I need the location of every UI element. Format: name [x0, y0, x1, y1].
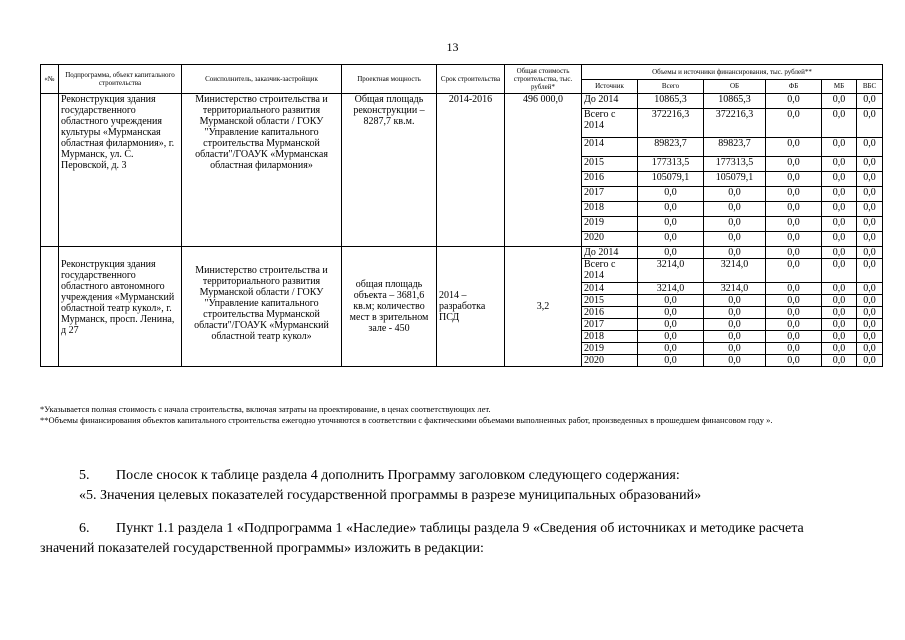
value-cell-fb: 0,0: [766, 157, 822, 172]
value-cell-vbs: 0,0: [857, 283, 883, 295]
value-cell-ob: 10865,3: [704, 94, 766, 109]
object-name: Реконструкция здания государственного областного автономного учреждения «Мурманский областной театр кукол», г. Мурманск, просп. Ленина, д 27: [59, 247, 182, 367]
value-cell-vbs: 0,0: [857, 319, 883, 331]
header-num: «№: [41, 65, 59, 94]
value-cell-fb: 0,0: [766, 232, 822, 247]
header-total: Всего: [638, 79, 704, 94]
header-fb: ФБ: [766, 79, 822, 94]
value-cell-total: 0,0: [638, 343, 704, 355]
value-cell-total: 177313,5: [638, 157, 704, 172]
paragraph: Пункт 1.1 раздела 1 «Подпрограмма 1 «Наследие» таблицы раздела 9 «Сведения об источниках и методике расчета: [116, 521, 804, 536]
object-capacity: Общая площадь реконструкции – 8287,7 кв.м.: [342, 94, 437, 247]
value-cell-vbs: 0,0: [857, 157, 883, 172]
source-cell: 2018: [582, 202, 638, 217]
value-cell-fb: 0,0: [766, 295, 822, 307]
object-name: Реконструкция здания государственного областного учреждения культуры «Мурманская областная филармония», г. Мурманск, ул. С. Перовской, д. 3: [59, 94, 182, 247]
value-cell-mb: 0,0: [822, 343, 857, 355]
header-cost: Общая стоимость строительства, тыс. рублей*: [505, 65, 582, 94]
footnotes: [40, 404, 890, 426]
object-term: 2014 – разработка ПСД: [437, 247, 505, 367]
value-cell-fb: 0,0: [766, 259, 822, 283]
value-cell-total: 105079,1: [638, 172, 704, 187]
table-row: [41, 94, 883, 109]
value-cell-vbs: 0,0: [857, 187, 883, 202]
value-cell-fb: 0,0: [766, 307, 822, 319]
paragraph-number: 5.: [79, 468, 90, 483]
value-cell-fb: 0,0: [766, 217, 822, 232]
object-executor: Министерство строительства и территориального развития Мурманской области / ГОКУ "Управление капитального строительства Мурманской области"/ГОАУК «Мурманская областная филармония»: [182, 94, 342, 247]
value-cell-fb: 0,0: [766, 343, 822, 355]
value-cell-ob: 0,0: [704, 319, 766, 331]
value-cell-total: 10865,3: [638, 94, 704, 109]
value-cell-total: 3214,0: [638, 259, 704, 283]
footnote: **Объемы финансирования объектов капитального строительства ежегодно уточняются в соответствии с фактическими объемами выполненных работ, произведенных в прошедшем финансовом году ».: [40, 415, 773, 425]
value-cell-vbs: 0,0: [857, 217, 883, 232]
value-cell-fb: 0,0: [766, 319, 822, 331]
value-cell-ob: 0,0: [704, 187, 766, 202]
source-cell: Всего с 2014: [582, 109, 638, 138]
source-cell: 2015: [582, 157, 638, 172]
value-cell-total: 0,0: [638, 331, 704, 343]
value-cell-total: 0,0: [638, 187, 704, 202]
value-cell-ob: 105079,1: [704, 172, 766, 187]
source-cell: 2017: [582, 319, 638, 331]
object-cost: 3,2: [505, 247, 582, 367]
value-cell-total: 89823,7: [638, 138, 704, 157]
value-cell-vbs: 0,0: [857, 343, 883, 355]
value-cell-ob: 177313,5: [704, 157, 766, 172]
financing-table: [40, 64, 883, 367]
value-cell-total: 3214,0: [638, 283, 704, 295]
value-cell-mb: 0,0: [822, 355, 857, 367]
value-cell-ob: 0,0: [704, 232, 766, 247]
value-cell-mb: 0,0: [822, 94, 857, 109]
source-cell: 2016: [582, 172, 638, 187]
object-number-cell: [41, 94, 59, 247]
table-body: [41, 94, 883, 367]
value-cell-ob: 89823,7: [704, 138, 766, 157]
value-cell-fb: 0,0: [766, 247, 822, 259]
value-cell-ob: 3214,0: [704, 283, 766, 295]
header-funding-group: Объемы и источники финансирования, тыс. рублей**: [582, 65, 883, 80]
source-cell: 2019: [582, 343, 638, 355]
value-cell-vbs: 0,0: [857, 172, 883, 187]
source-cell: 2016: [582, 307, 638, 319]
value-cell-total: 0,0: [638, 247, 704, 259]
value-cell-mb: 0,0: [822, 283, 857, 295]
header-source: Источник: [582, 79, 638, 94]
source-cell: 2014: [582, 138, 638, 157]
value-cell-mb: 0,0: [822, 172, 857, 187]
source-cell: 2018: [582, 331, 638, 343]
header-executor: Соисполнитель, заказчик-застройщик: [182, 65, 342, 94]
value-cell-vbs: 0,0: [857, 138, 883, 157]
value-cell-vbs: 0,0: [857, 355, 883, 367]
source-cell: До 2014: [582, 94, 638, 109]
value-cell-vbs: 0,0: [857, 202, 883, 217]
source-cell: 2020: [582, 355, 638, 367]
paragraph-number: 6.: [79, 521, 90, 536]
value-cell-vbs: 0,0: [857, 232, 883, 247]
value-cell-fb: 0,0: [766, 355, 822, 367]
value-cell-mb: 0,0: [822, 259, 857, 283]
source-cell: 2019: [582, 217, 638, 232]
value-cell-total: 0,0: [638, 202, 704, 217]
value-cell-vbs: 0,0: [857, 331, 883, 343]
value-cell-fb: 0,0: [766, 172, 822, 187]
value-cell-fb: 0,0: [766, 94, 822, 109]
value-cell-vbs: 0,0: [857, 295, 883, 307]
object-executor: Министерство строительства и территориального развития Мурманской области / ГОКУ "Управление капитального строительства Мурманской области"/ГОАУК «Мурманский областной театр кукол»: [182, 247, 342, 367]
source-cell: До 2014: [582, 247, 638, 259]
value-cell-ob: 0,0: [704, 343, 766, 355]
paragraph: После сносок к таблице раздела 4 дополнить Программу заголовком следующего содержания:: [116, 468, 680, 483]
value-cell-vbs: 0,0: [857, 307, 883, 319]
source-cell: 2015: [582, 295, 638, 307]
source-cell: 2020: [582, 232, 638, 247]
header-subprogram: Подпрограмма, объект капитального строительства: [59, 65, 182, 94]
source-cell: 2014: [582, 283, 638, 295]
value-cell-ob: 372216,3: [704, 109, 766, 138]
header-term: Срок строительства: [437, 65, 505, 94]
value-cell-mb: 0,0: [822, 232, 857, 247]
value-cell-total: 0,0: [638, 319, 704, 331]
paragraph: значений показателей государственной программы» изложить в редакции:: [40, 541, 484, 556]
object-capacity: общая площадь объекта – 3681,6 кв.м; количество мест в зрительном зале - 450: [342, 247, 437, 367]
value-cell-vbs: 0,0: [857, 247, 883, 259]
value-cell-fb: 0,0: [766, 138, 822, 157]
value-cell-vbs: 0,0: [857, 109, 883, 138]
value-cell-mb: 0,0: [822, 247, 857, 259]
value-cell-mb: 0,0: [822, 331, 857, 343]
value-cell-mb: 0,0: [822, 217, 857, 232]
object-cost: 496 000,0: [505, 94, 582, 247]
value-cell-total: 372216,3: [638, 109, 704, 138]
header-vbs: ВБС: [857, 79, 883, 94]
source-cell: 2017: [582, 187, 638, 202]
value-cell-total: 0,0: [638, 295, 704, 307]
value-cell-mb: 0,0: [822, 187, 857, 202]
value-cell-fb: 0,0: [766, 331, 822, 343]
value-cell-ob: 0,0: [704, 202, 766, 217]
value-cell-total: 0,0: [638, 355, 704, 367]
value-cell-total: 0,0: [638, 307, 704, 319]
header-mb: МБ: [822, 79, 857, 94]
table-row: [41, 247, 883, 259]
value-cell-fb: 0,0: [766, 187, 822, 202]
value-cell-total: 0,0: [638, 217, 704, 232]
value-cell-ob: 0,0: [704, 355, 766, 367]
value-cell-mb: 0,0: [822, 157, 857, 172]
header-ob: ОБ: [704, 79, 766, 94]
value-cell-ob: 0,0: [704, 247, 766, 259]
value-cell-mb: 0,0: [822, 109, 857, 138]
value-cell-vbs: 0,0: [857, 94, 883, 109]
footnote: *Указывается полная стоимость с начала строительства, включая затраты на проектирование, в ценах соответствующих лет.: [40, 404, 491, 414]
value-cell-vbs: 0,0: [857, 259, 883, 283]
value-cell-ob: 0,0: [704, 331, 766, 343]
value-cell-mb: 0,0: [822, 202, 857, 217]
value-cell-ob: 3214,0: [704, 259, 766, 283]
header-capacity: Проектная мощность: [342, 65, 437, 94]
value-cell-ob: 0,0: [704, 295, 766, 307]
value-cell-ob: 0,0: [704, 307, 766, 319]
value-cell-mb: 0,0: [822, 319, 857, 331]
object-number-cell: [41, 247, 59, 367]
value-cell-fb: 0,0: [766, 202, 822, 217]
value-cell-mb: 0,0: [822, 138, 857, 157]
page-number: 13: [446, 40, 459, 54]
object-term: 2014-2016: [437, 94, 505, 247]
value-cell-ob: 0,0: [704, 217, 766, 232]
source-cell: Всего с 2014: [582, 259, 638, 283]
paragraph: «5. Значения целевых показателей государственной программы в разрезе муниципальных образований»: [79, 488, 702, 503]
value-cell-mb: 0,0: [822, 295, 857, 307]
value-cell-fb: 0,0: [766, 283, 822, 295]
value-cell-total: 0,0: [638, 232, 704, 247]
value-cell-fb: 0,0: [766, 109, 822, 138]
value-cell-mb: 0,0: [822, 307, 857, 319]
